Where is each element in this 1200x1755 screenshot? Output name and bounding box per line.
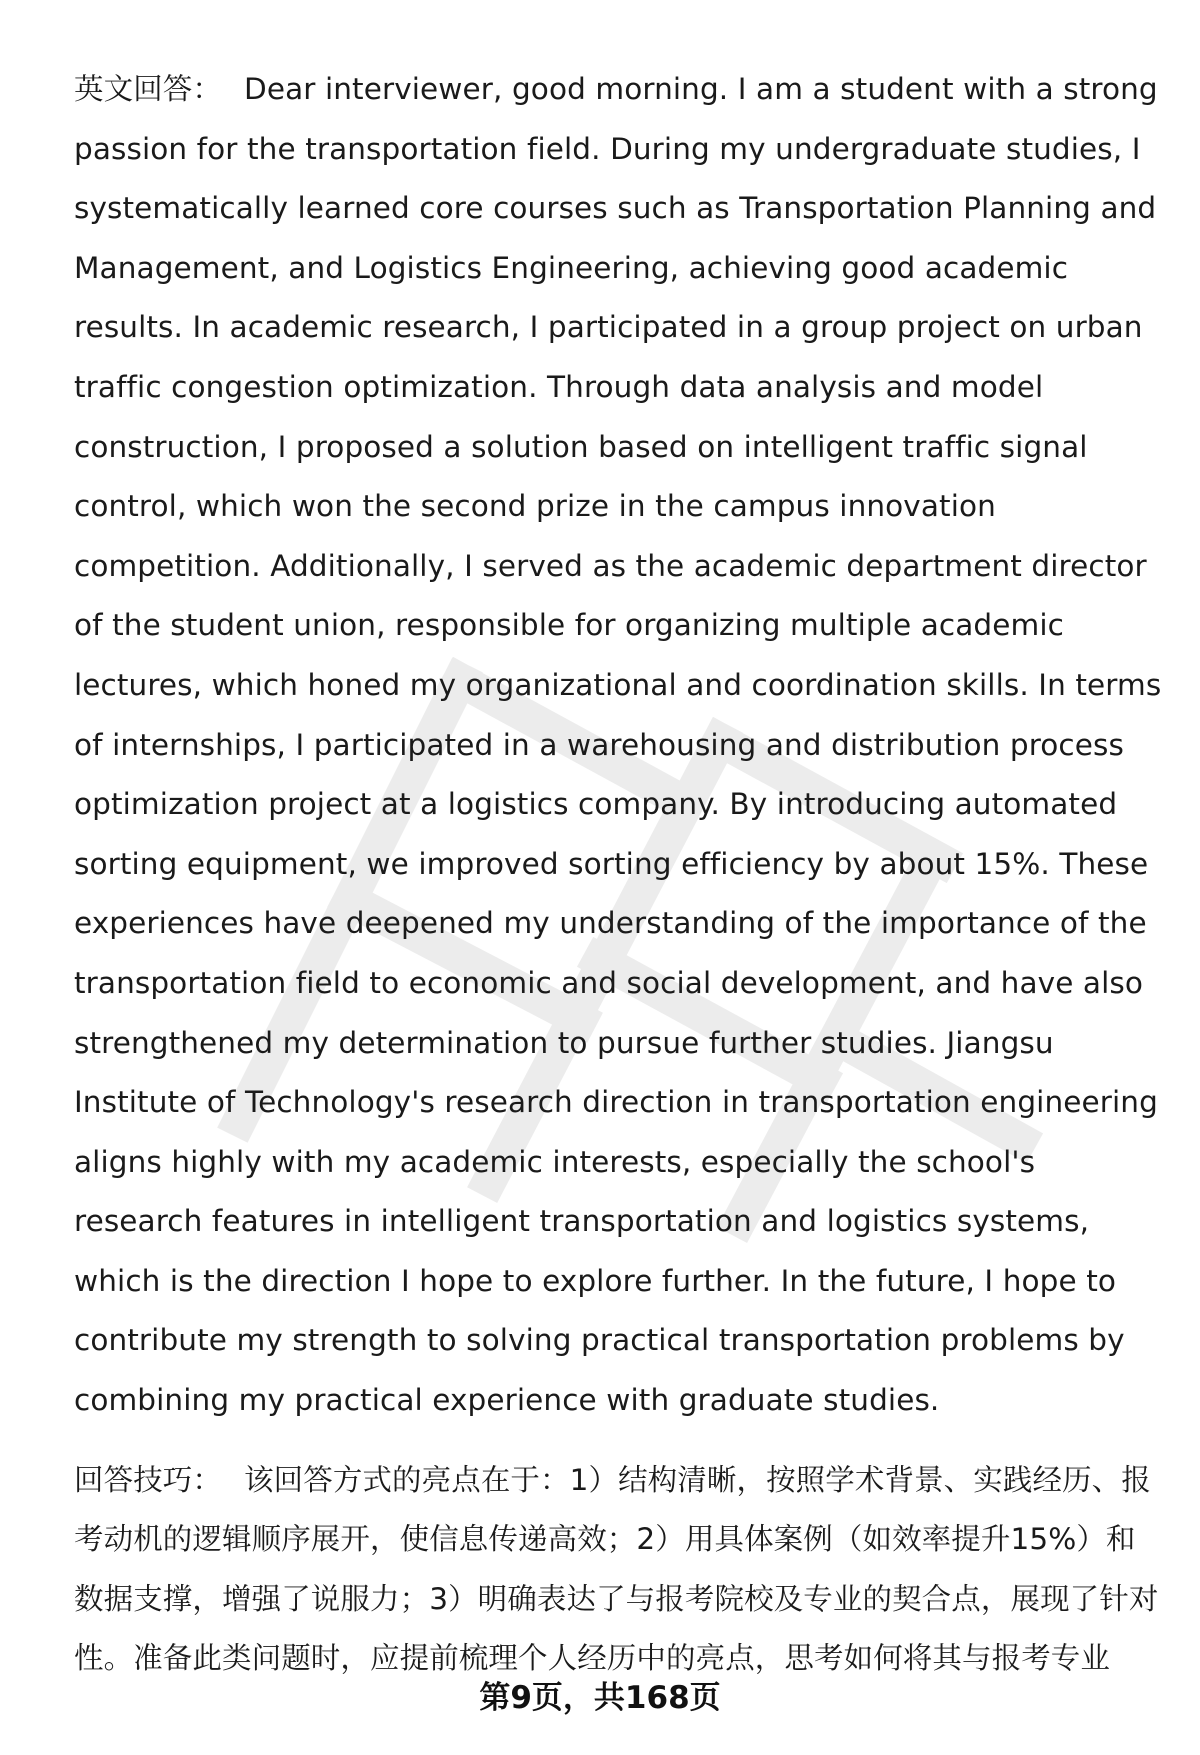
english-answer-paragraph: [74, 60, 1164, 1431]
answer-tips-label: 回答技巧：: [74, 1462, 223, 1497]
page-indicator: 第9页，共168页: [479, 1680, 721, 1716]
english-answer-text: Dear interviewer, good morning. I am a student with a strong passion for the transportation field. During my undergraduate studies, I systematically learned core courses such as Transportation Planning and Management, and Logistics Engineering, achieving good academic results. In academic research, I participated in a group project on urban traffic congestion optimization. Through data analysis and model construction, I proposed a solution based on intelligent traffic signal control, which won the second prize in the campus innovation competition. Additionally, I served as the academic department director of the student union, responsible for organizing multiple academic lectures, which honed my organizational and coordination skills. In terms of internships, I participated in a warehousing and distribution process optimization project at a logistics company. By introducing automated sorting equipment, we improved sorting efficiency by about 15%. These experiences have deepened my understanding of the importance of the transportation field to economic and social development, and have also strengthened my determination to pursue further studies. Jiangsu Institute of Technology's research direction in transportation engineering aligns highly with my academic interests, especially the school's research features in intelligent transportation and logistics systems, which is the direction I hope to explore further. In the future, I hope to contribute my strength to solving practical transportation problems by combining my practical experience with graduate studies.: [74, 72, 1162, 1418]
document-page: [74, 60, 1164, 1689]
answer-tips-text: 该回答方式的亮点在于：1）结构清晰，按照学术背景、实践经历、报考动机的逻辑顺序展开，使信息传递高效；2）用具体案例（如效率提升15%）和数据支撑，增强了说服力；3）明确表达了与报考院校及专业的契合点，展现了针对性。准备此类问题时，应提前梳理个人经历中的亮点，思考如何将其与报考专业: [74, 1462, 1159, 1676]
english-answer-label: 英文回答：: [74, 72, 223, 106]
answer-tips-paragraph: [74, 1451, 1164, 1689]
